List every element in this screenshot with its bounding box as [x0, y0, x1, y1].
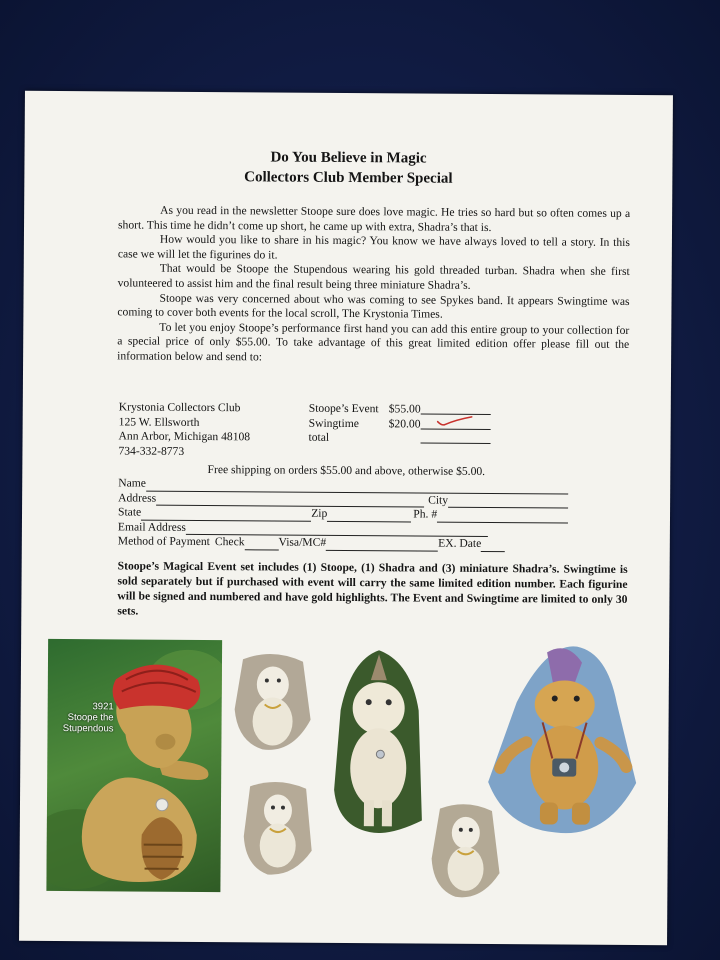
- mailing-address: [118, 400, 250, 459]
- address-line: 125 W. Ellsworth: [118, 415, 200, 429]
- red-check-mark-icon: [436, 416, 474, 428]
- swingtime-price: $20.00: [388, 416, 421, 431]
- event-price: $55.00: [388, 402, 421, 416]
- swingtime-label: Swingtime: [308, 416, 359, 430]
- set-details-text: Stoope’s Magical Event set includes (1) Stoope, (1) Shadra and (3) miniature Shadra’s. Swingtime is sold separately but if purchased with event will carry the same limited edition number. Each figurine will be signed and numbered and have gold highlights. The Event and Swingtime are limited to only 30 sets.: [117, 559, 628, 618]
- price-row-total: [309, 431, 491, 447]
- phone-label: Ph. #: [413, 507, 438, 521]
- paragraph: That would be Stoope the Stupendous wearing his gold threaded turban. Shadra when she first volunteered to assist him and the final result being three miniature Shadra’s.: [117, 262, 630, 292]
- stoope-figurine-image: [46, 639, 222, 892]
- exdate-field[interactable]: [481, 541, 505, 552]
- address-field[interactable]: [156, 495, 424, 508]
- swingtime-photo: [486, 642, 639, 839]
- email-label: Email Address: [117, 520, 186, 534]
- shipping-note: Free shipping on orders $55.00 and above, otherwise $5.00.: [207, 463, 486, 478]
- caption-line: Stupendous: [62, 723, 114, 735]
- intro-text: [117, 203, 630, 367]
- address-line: Ann Arbor, Michigan 48108: [118, 429, 251, 444]
- form-row-name: [118, 476, 568, 494]
- paragraph: To let you enjoy Stoope’s performance first hand you can add this entire group to your collection for a special price of only $55.00. To take advantage of this great limited edition offer please fill out the information below and send to:: [117, 320, 630, 364]
- state-label: State: [117, 505, 142, 519]
- address-line: Krystonia Collectors Club: [118, 400, 241, 415]
- shadra-photo: [330, 650, 427, 837]
- mini-shadra-photo-2: [241, 780, 314, 877]
- paragraph: Stoope was very concerned about who was coming to see Spykes band. It appears Swingtime was coming to cover both events for the local scroll, The Krystonia Times.: [117, 291, 630, 321]
- paragraph: As you read in the newsletter Stoope sure does love magic. He tries so hard but so often comes up a short. This time he didn’t come up short, he came up with extra, Shadra’s that is.: [117, 203, 631, 234]
- check-label: Check: [214, 535, 245, 549]
- title-line-1: Do You Believe in Magic: [270, 149, 427, 167]
- check-field[interactable]: [244, 539, 278, 550]
- order-form: [118, 476, 568, 552]
- photo-caption: [53, 701, 113, 734]
- event-qty-line[interactable]: [421, 403, 491, 415]
- title-line-2: Collectors Club Member Special: [244, 169, 453, 187]
- mini-shadra-photo-1: [232, 649, 311, 754]
- name-label: Name: [118, 476, 146, 490]
- total-label: total: [308, 430, 330, 445]
- phone-number: 734-332-8773: [118, 444, 185, 458]
- zip-label: Zip: [311, 506, 328, 521]
- city-field[interactable]: [448, 497, 568, 509]
- phone-field[interactable]: [437, 511, 568, 523]
- flyer-page: [19, 91, 673, 946]
- city-label: City: [428, 493, 449, 507]
- paragraph: How would you like to share in his magic? You know we have always loved to tell a story. In this case we will let the figurines do it.: [117, 232, 630, 262]
- card-number-field[interactable]: [326, 540, 438, 552]
- exdate-label: EX. Date: [438, 537, 482, 551]
- stoope-photo: [46, 639, 222, 892]
- caption-line: Stoope the: [67, 712, 114, 724]
- payment-label: Method of Payment: [117, 534, 210, 549]
- address-label: Address: [118, 491, 157, 505]
- caption-number: 3921: [92, 701, 114, 713]
- form-row-payment: [118, 535, 568, 553]
- zip-field[interactable]: [327, 511, 411, 523]
- total-line[interactable]: [421, 432, 491, 444]
- visa-label: Visa/MC#: [278, 535, 327, 550]
- event-label: Stoope’s Event: [308, 401, 379, 416]
